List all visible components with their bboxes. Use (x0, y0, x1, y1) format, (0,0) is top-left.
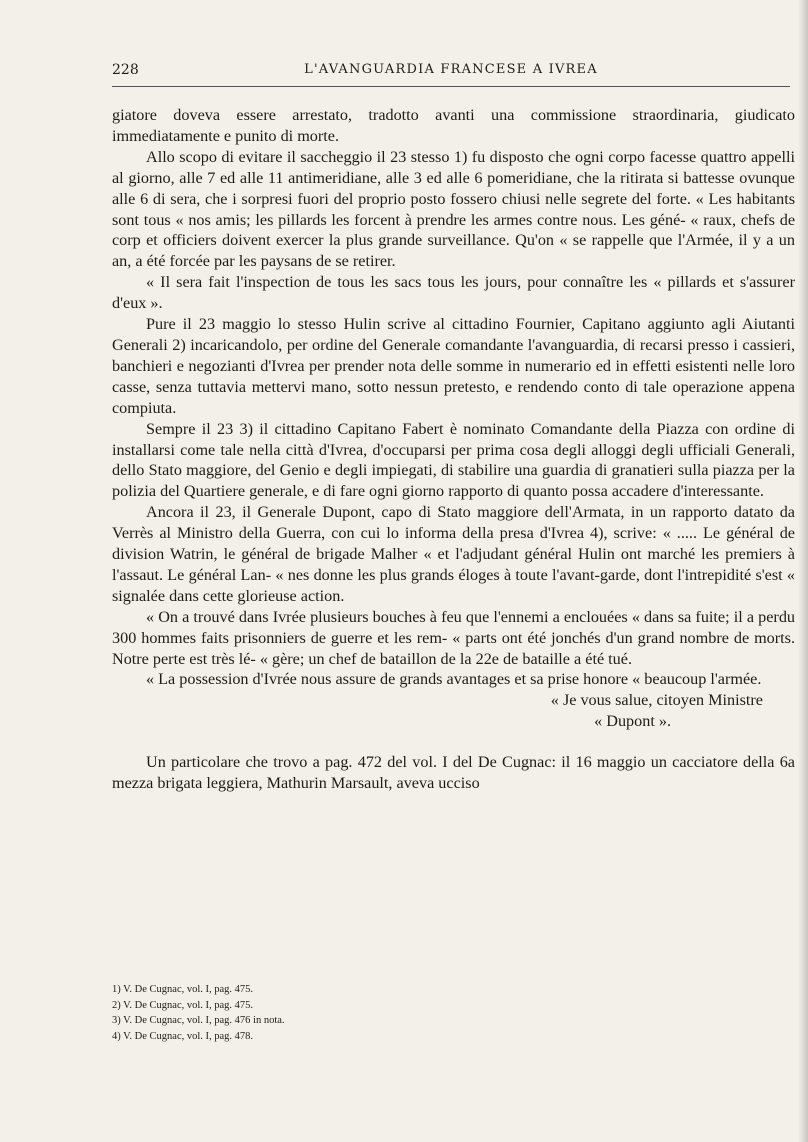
running-title: L'AVANGUARDIA FRANCESE A IVREA (304, 62, 598, 77)
paragraph-5: Sempre il 23 3) il cittadino Capitano Fabert è nominato Comandante della Piazza con ordine di installarsi come tale nella città d'Ivrea, d'occuparsi per prima cosa degli alloggi degli ufficiali Generali, dello Stato maggiore, del Genio e degli impiegati, di stabilire una guardia di granatieri sulla piazza per la polizia del Quartiere generale, e di fare ogni giorno rapporto di quanto possa accadere d'interessante. (112, 419, 795, 501)
page-number: 228 (112, 62, 139, 78)
footnote-2: 2) V. De Cugnac, vol. I, pag. 475. (112, 999, 254, 1011)
page-edge-shadow (798, 0, 808, 1142)
paragraph-6: Ancora il 23, il Generale Dupont, capo di Stato maggiore dell'Armata, in un rapporto datato da Verrès al Ministro della Guerra, con cui lo informa della presa d'Ivrea 4), scrive: « ..... Le général de division Watrin, le général de brigade Malher « et l'adjudant général Hulin ont marché les premiers à l'assaut. Le général Lan- « nes donne les plus grands éloges à toute l'avant-garde, dont l'intrepidité s'est « signalée dans cette glorieuse action. (112, 503, 795, 605)
paragraph-2: Allo scopo di evitare il saccheggio il 23 stesso 1) fu disposto che ogni corpo facesse quattro appelli al giorno, alle 7 ed alle 11 antimeridiane, alle 3 ed alle 6 pomeridiane, che la ritirata si battesse ovunque alle 6 di sera, che i sorpresi fuori del proprio posto fossero chiusi nelle segrete del forte. « Les habitants sont tous « nos amis; les pillards les forcent à prendre les armes contre nous. Les géné- « raux, chefs de corp et officiers doivent exercer la plus grande surveillance. Qu'on « se rappelle que l'Armée, il y a un an, a été forcée par les paysans de se retirer. (112, 147, 795, 271)
body-text (112, 105, 795, 794)
paragraph-3: « Il sera fait l'inspection de tous les sacs tous les jours, pour connaître les « pillards et s'assurer d'eux ». (112, 273, 795, 313)
header-rule (112, 86, 790, 87)
page-header (112, 62, 790, 84)
footnote-1: 1) V. De Cugnac, vol. I, pag. 475. (112, 984, 254, 995)
paragraph-8: « La possession d'Ivrée nous assure de grands avantages et sa prise honore « beaucoup l'armée. (146, 670, 762, 689)
signature-line-2: « Dupont ». (594, 712, 671, 731)
signature-line-1: « Je vous salue, citoyen Ministre (550, 691, 763, 710)
closing-paragraph: Un particolare che trovo a pag. 472 del vol. I del De Cugnac: il 16 maggio un cacciatore della 6a mezza brigata leggiera, Mathurin Marsault, aveva ucciso (112, 753, 795, 793)
footnotes (112, 982, 712, 1044)
footnote-4: 4) V. De Cugnac, vol. I, pag. 478. (112, 1030, 254, 1042)
paragraph-4: Pure il 23 maggio lo stesso Hulin scrive al cittadino Fournier, Capitano aggiunto agli Aiutanti Generali 2) incaricandolo, per ordine del Generale comandante l'avanguardia, di recarsi presso i cassieri, banchieri e negozianti d'Ivrea per prender nota delle somme in numerario ed in effetti esistenti nelle loro casse, senza tuttavia mettervi mano, sotto nessun pretesto, e rendendo conto di tale operazione appena compiuta. (112, 315, 795, 417)
paragraph-1: giatore doveva essere arrestato, tradotto avanti una commissione straordinaria, giudicato immediatamente e punito di morte. (112, 106, 795, 145)
paragraph-7: « On a trouvé dans Ivrée plusieurs bouches à feu que l'ennemi a enclouées « dans sa fuite; il a perdu 300 hommes faits prisonniers de guerre et les rem- « parts ont été jonchés d'un grand nombre de morts. Notre perte est très lé- « gère; un chef de bataillon de la 22e de bataille a été tué. (112, 607, 795, 668)
footnote-3: 3) V. De Cugnac, vol. I, pag. 476 in nota. (112, 1015, 285, 1026)
